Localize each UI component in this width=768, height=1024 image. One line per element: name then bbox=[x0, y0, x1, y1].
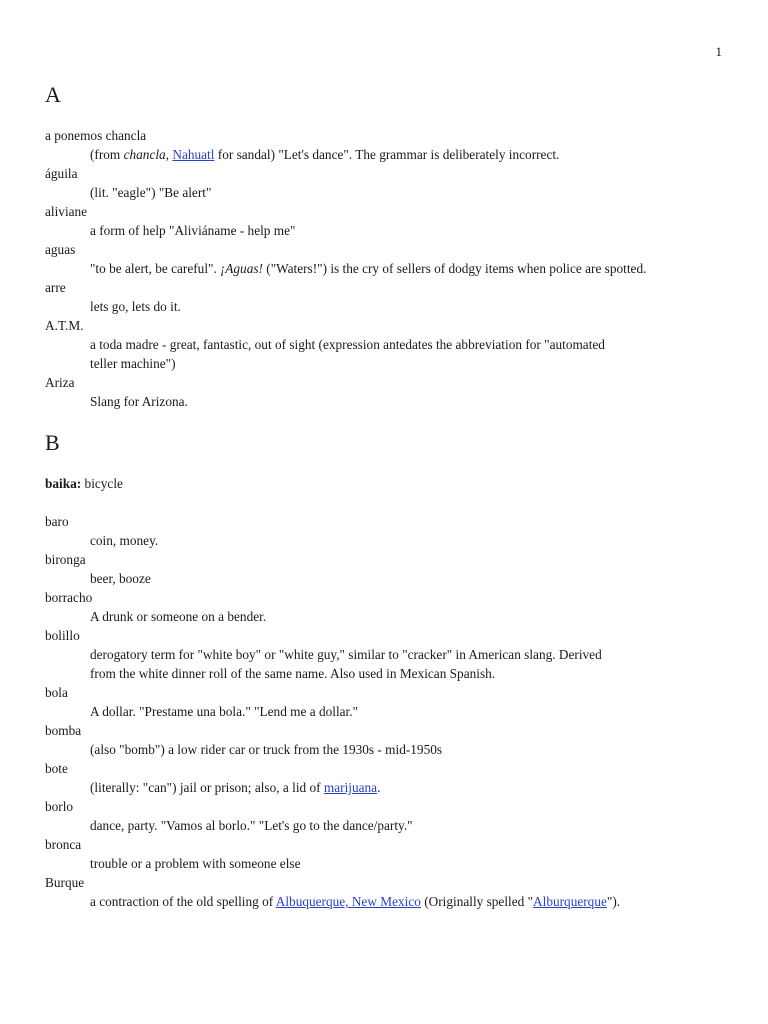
definition-text: for sandal) "Let's dance". The grammar is deliberately incorrect. bbox=[214, 147, 560, 162]
term-bote: bote bbox=[45, 761, 68, 776]
section-a-entries bbox=[45, 126, 735, 411]
definition-text: (Originally spelled " bbox=[420, 894, 534, 909]
link-marijuana[interactable]: marijuana bbox=[323, 780, 378, 795]
term-bola: bola bbox=[45, 685, 68, 700]
link-alburquerque[interactable]: Alburquerque bbox=[533, 894, 607, 909]
term-atm: A.T.M. bbox=[45, 318, 84, 333]
definition-text: . bbox=[377, 780, 381, 795]
term-baro: baro bbox=[45, 514, 69, 529]
definition bbox=[45, 259, 735, 278]
definition: (lit. "eagle") "Be alert" bbox=[90, 185, 212, 200]
term-arre: arre bbox=[45, 280, 66, 295]
definition-text: (literally: "can") jail or prison; also, a lid of bbox=[90, 780, 324, 795]
definition: A dollar. "Prestame una bola." "Lend me a dollar." bbox=[90, 704, 359, 719]
term-baika: baika: bbox=[45, 476, 82, 491]
page-number: 1 bbox=[715, 44, 722, 59]
definition: beer, booze bbox=[90, 571, 151, 586]
term-borracho: borracho bbox=[45, 590, 93, 605]
link-albuquerque-new-mexico[interactable]: Albuquerque, New Mexico bbox=[275, 894, 421, 909]
spacer bbox=[45, 493, 735, 512]
term-aguila: águila bbox=[45, 166, 78, 181]
term-bolillo: bolillo bbox=[45, 628, 80, 643]
definition-text: (from bbox=[90, 147, 124, 162]
link-nahuatl[interactable]: Nahuatl bbox=[172, 147, 215, 162]
definition: derogatory term for "white boy" or "white guy," similar to "cracker" in American slang. Derived bbox=[90, 647, 602, 662]
definition: Slang for Arizona. bbox=[90, 394, 188, 409]
definition: A drunk or someone on a bender. bbox=[90, 609, 267, 624]
term-bironga: bironga bbox=[45, 552, 86, 567]
definition: lets go, lets do it. bbox=[90, 299, 181, 314]
term-aguas: aguas bbox=[45, 242, 76, 257]
definition bbox=[45, 892, 735, 911]
term-ariza: Ariza bbox=[45, 375, 75, 390]
definition: teller machine") bbox=[90, 356, 176, 371]
definition-text: ("Waters!") is the cry of sellers of dodgy items when police are spotted. bbox=[262, 261, 647, 276]
definition bbox=[45, 778, 735, 797]
section-heading-a: A bbox=[45, 82, 61, 107]
term-burque: Burque bbox=[45, 875, 85, 890]
definition bbox=[45, 145, 735, 164]
term-a-ponemos-chancla: a ponemos chancla bbox=[45, 128, 147, 143]
definition-italic: chancla bbox=[123, 147, 166, 162]
definition-text: "to be alert, be careful". bbox=[90, 261, 221, 276]
definition-text: , bbox=[165, 147, 173, 162]
definition-text: bicycle bbox=[81, 476, 123, 491]
definition: trouble or a problem with someone else bbox=[90, 856, 301, 871]
definition: (also "bomb") a low rider car or truck from the 1930s - mid-1950s bbox=[90, 742, 443, 757]
definition: from the white dinner roll of the same name. Also used in Mexican Spanish. bbox=[90, 666, 496, 681]
definition: dance, party. "Vamos al borlo." "Let's go to the dance/party." bbox=[90, 818, 413, 833]
term-aliviane: aliviane bbox=[45, 204, 88, 219]
term-bronca: bronca bbox=[45, 837, 82, 852]
definition: a toda madre - great, fantastic, out of sight (expression antedates the abbreviation for "automated bbox=[90, 337, 605, 352]
inline-entry-baika bbox=[45, 474, 735, 493]
definition: a form of help "Aliviáname - help me" bbox=[90, 223, 296, 238]
section-heading-b: B bbox=[45, 430, 60, 455]
section-b-entries bbox=[45, 474, 735, 911]
definition-text: "). bbox=[606, 894, 621, 909]
term-bomba: bomba bbox=[45, 723, 82, 738]
term-borlo: borlo bbox=[45, 799, 74, 814]
definition: coin, money. bbox=[90, 533, 159, 548]
definition-text: a contraction of the old spelling of bbox=[90, 894, 276, 909]
definition-italic: ¡Aguas! bbox=[220, 261, 263, 276]
